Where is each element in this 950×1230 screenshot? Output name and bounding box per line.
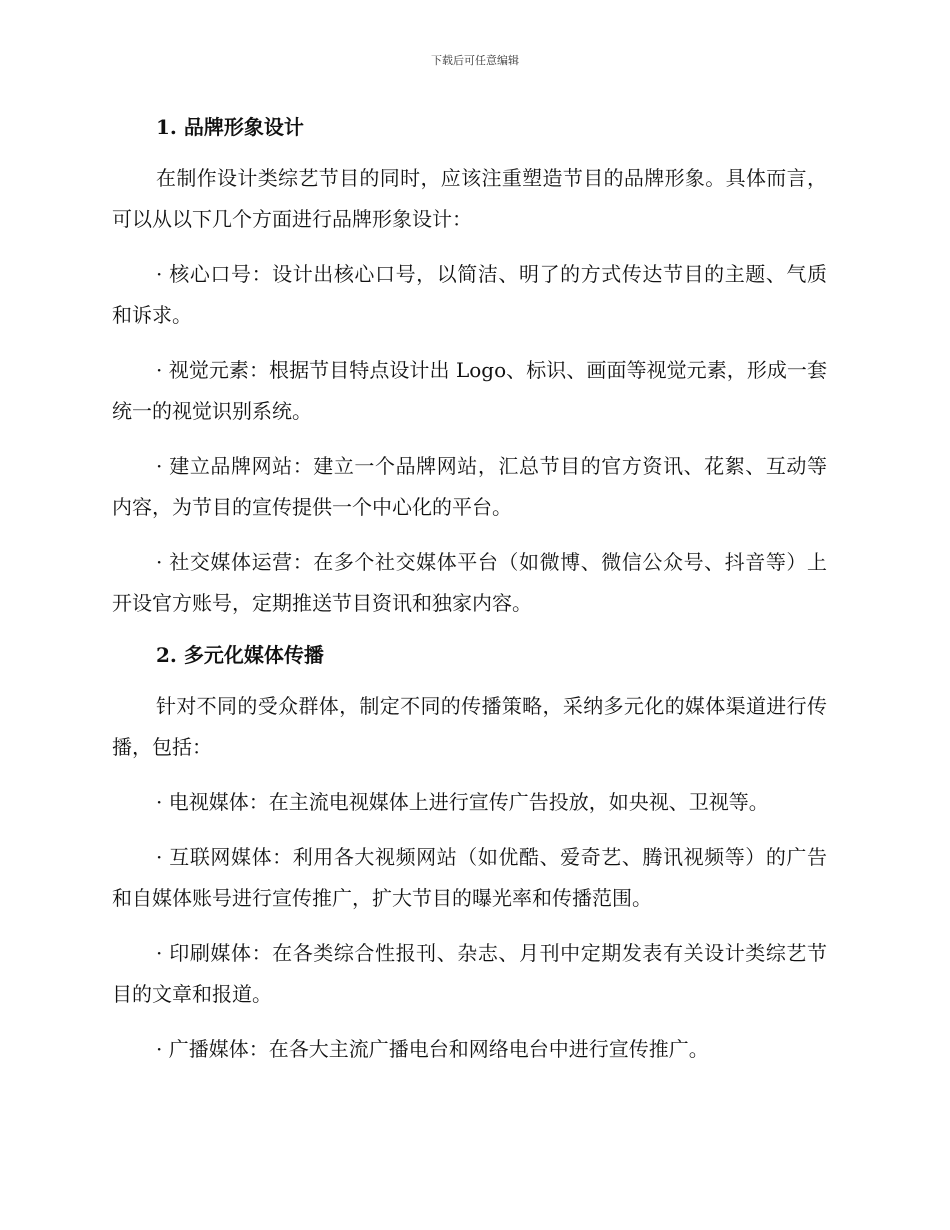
list-item: · 核心口号：设计出核心口号，以简洁、明了的方式传达节目的主题、气质和诉求。 — [112, 262, 827, 327]
list-item: · 互联网媒体：利用各大视频网站（如优酷、爱奇艺、腾讯视频等）的广告和自媒体账号进行宣传推广，扩大节目的曝光率和传播范围。 — [112, 845, 827, 910]
list-item: · 社交媒体运营：在多个社交媒体平台（如微博、微信公众号、抖音等）上开设官方账号，定期推送节目资讯和独家内容。 — [112, 550, 827, 615]
page-header: 下载后可任意编辑 — [431, 54, 519, 67]
section-heading-brand: 1. 品牌形象设计 — [156, 115, 304, 139]
list-item: · 印刷媒体：在各类综合性报刊、杂志、月刊中定期发表有关设计类综艺节目的文章和报道。 — [112, 941, 827, 1006]
paragraph: 在制作设计类综艺节目的同时，应该注重塑造节目的品牌形象。具体而言，可以从以下几个方面进行品牌形象设计： — [112, 166, 827, 231]
list-item: · 电视媒体：在主流电视媒体上进行宣传广告投放，如央视、卫视等。 — [156, 790, 769, 814]
paragraph: 针对不同的受众群体，制定不同的传播策略，采纳多元化的媒体渠道进行传播，包括： — [112, 694, 827, 759]
document-body — [112, 110, 827, 1070]
list-item: · 广播媒体：在各大主流广播电台和网络电台中进行宣传推广。 — [156, 1037, 709, 1061]
section-heading-media: 2. 多元化媒体传播 — [156, 643, 324, 667]
list-item: · 建立品牌网站：建立一个品牌网站，汇总节目的官方资讯、花絮、互动等内容，为节目的宣传提供一个中心化的平台。 — [112, 454, 827, 519]
list-item: · 视觉元素：根据节目特点设计出 Logo、标识、画面等视觉元素，形成一套统一的视觉识别系统。 — [112, 358, 827, 423]
